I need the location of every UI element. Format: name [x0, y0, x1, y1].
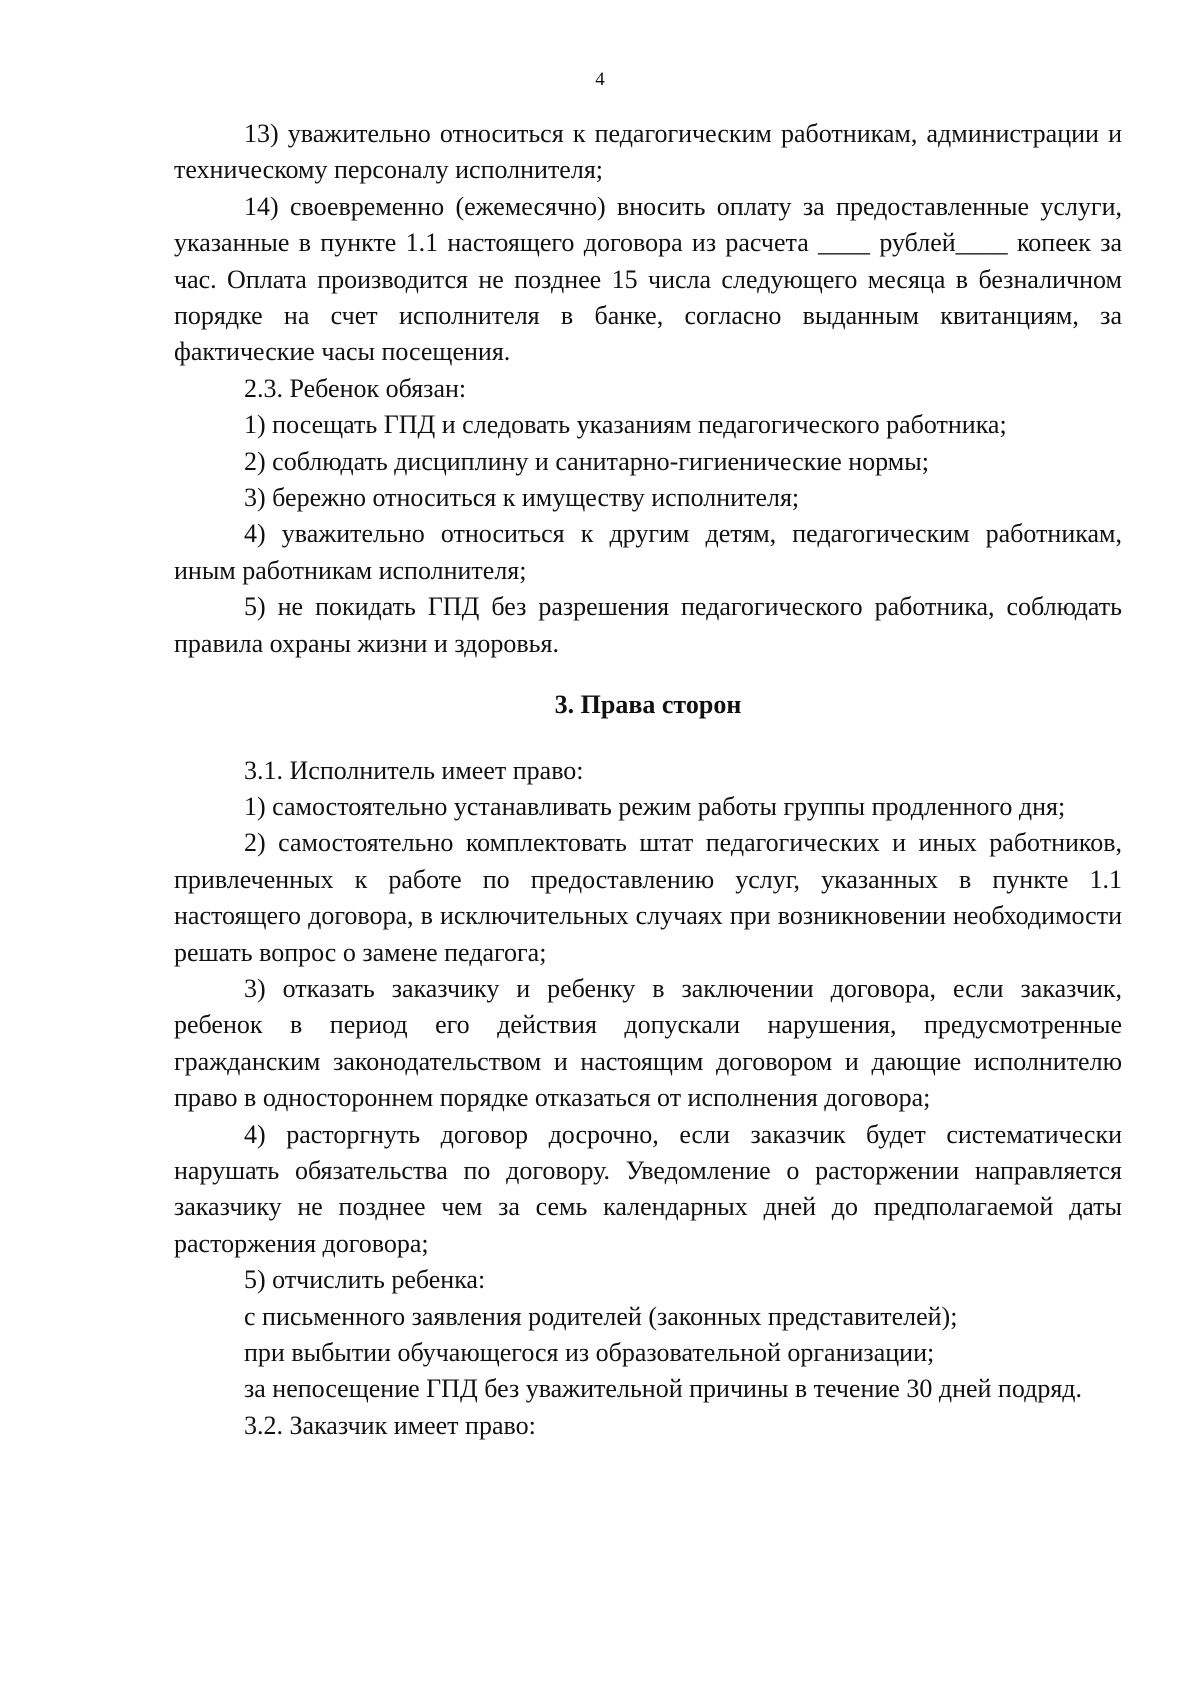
paragraph-child-duty-4: 4) уважительно относиться к другим детям, педагогическим работникам, иным работникам исполнителя; — [174, 519, 1122, 585]
paragraph-3-1-executor-rights: 3.1. Исполнитель имеет право: — [244, 755, 584, 785]
paragraph-3-2-customer-rights: 3.2. Заказчик имеет право: — [244, 1410, 536, 1440]
paragraph-expel-reason-3: за непосещение ГПД без уважительной причины в течение 30 дней подряд. — [244, 1374, 1083, 1404]
paragraph-2-3-child-obliged: 2.3. Ребенок обязан: — [244, 373, 467, 403]
paragraph-child-duty-3: 3) бережно относиться к имуществу исполнителя; — [244, 483, 800, 513]
page-number: 4 — [595, 69, 605, 90]
section-heading-rights: 3. Права сторон — [554, 690, 742, 720]
paragraph-child-duty-2: 2) соблюдать дисциплину и санитарно-гигиенические нормы; — [244, 446, 929, 476]
document-body — [174, 116, 1122, 1444]
paragraph-14-payment: 14) своевременно (ежемесячно) вносить оплату за предоставленные услуги, указанные в пункте 1.1 настоящего договора из расчета ____ рублей____ копеек за час. Оплата производится не позднее 15 числа следующего месяца в безналичном порядке на счет исполнителя в банке, согласно выданным квитанциям, за фактические часы посещения. — [174, 191, 1122, 367]
paragraph-child-duty-1: 1) посещать ГПД и следовать указаниям педагогического работника; — [244, 410, 1007, 440]
paragraph-executor-right-1: 1) самостоятельно устанавливать режим работы группы продленного дня; — [244, 791, 1066, 821]
paragraph-executor-right-2: 2) самостоятельно комплектовать штат педагогических и иных работников, привлеченных к работе по предоставлению услуг, указанных в пункте 1.1 настоящего договора, в исключительных случаях при возникновении необходимости решать вопрос о замене педагога; — [174, 828, 1122, 967]
paragraph-executor-right-5: 5) отчислить ребенка: — [244, 1265, 486, 1295]
paragraph-executor-right-4: 4) расторгнуть договор досрочно, если заказчик будет систематически нарушать обязательства по договору. Уведомление о расторжении направляется заказчику не позднее чем за семь календарных дней до предполагаемой даты расторжения договора; — [174, 1119, 1122, 1258]
paragraph-child-duty-5: 5) не покидать ГПД без разрешения педагогического работника, соблюдать правила охраны жизни и здоровья. — [174, 592, 1122, 658]
paragraph-expel-reason-2: при выбытии обучающегося из образовательной организации; — [244, 1338, 935, 1367]
paragraph-executor-right-3: 3) отказать заказчику и ребенку в заключении договора, если заказчик, ребенок в период его действия допускали нарушения, предусмотренные гражданским законодательством и настоящим договором и дающие исполнителю право в одностороннем порядке отказаться от исполнения договора; — [174, 973, 1122, 1113]
paragraph-13-respect-staff: 13) уважительно относиться к педагогическим работникам, администрации и техническому персоналу исполнителя; — [174, 119, 1122, 185]
paragraph-expel-reason-1: с письменного заявления родителей (законных представителей); — [244, 1301, 958, 1331]
